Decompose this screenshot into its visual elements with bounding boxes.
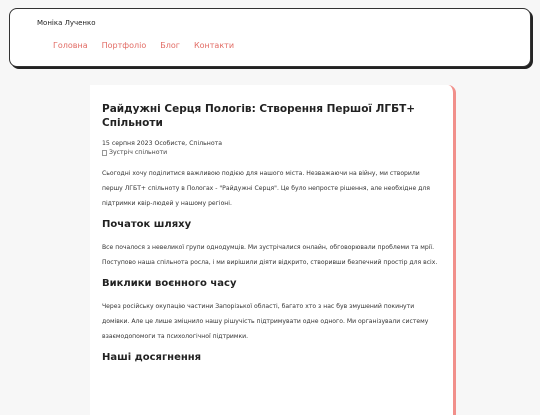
nav-link-portfolio[interactable]: Портфоліо bbox=[101, 41, 147, 50]
nav-link-blog[interactable]: Блог bbox=[160, 41, 180, 50]
article-intro: Сьогодні хочу поділитися важливою подією для нашого міста. Незважаючи на війну, ми створили першу ЛГБТ+ спільноту в Пологах - "Райдужні Серця". Це було непросте рішення, але необхідне для підтримки квір-людей у нашому регіоні. bbox=[102, 170, 430, 208]
nav-link-home[interactable]: Головна bbox=[53, 41, 88, 50]
section-heading: Виклики воєнного часу bbox=[102, 278, 237, 290]
article-meta: 15 серпня 2023 Особисте, Спільнота bbox=[102, 140, 223, 148]
site-header bbox=[9, 8, 531, 67]
broken-image-icon bbox=[102, 150, 107, 156]
article-image bbox=[102, 149, 439, 156]
nav-link-contacts[interactable]: Контакти bbox=[193, 41, 235, 50]
section-heading: Наші досягнення bbox=[102, 352, 202, 364]
section-text: Все почалося з невеликої групи однодумців. Ми зустрічалися онлайн, обговорювали проблеми та мрії. Поступово наша спільнота росла, і ми вирішили діяти відкрито, створивши безпечний простір для всіх. bbox=[102, 244, 438, 267]
article-title: Райдужні Серця Пологів: Створення Першої ЛГБТ+ Спільноти bbox=[102, 103, 416, 129]
article-image-alt: Зустріч спільноти bbox=[109, 149, 168, 157]
site-title[interactable]: Моніка Лученко bbox=[37, 19, 96, 27]
main-nav bbox=[53, 41, 234, 50]
blog-article bbox=[90, 85, 456, 415]
section-text: Через російську окупацію частини Запорізької області, багато хто з нас був змушений покинути домівки. Але це лише зміцнило нашу рішучість підтримувати одне одного. Ми організували систему взаємодопомоги та психологічної підтримки. bbox=[102, 303, 429, 341]
section-heading: Початок шляху bbox=[102, 219, 192, 231]
